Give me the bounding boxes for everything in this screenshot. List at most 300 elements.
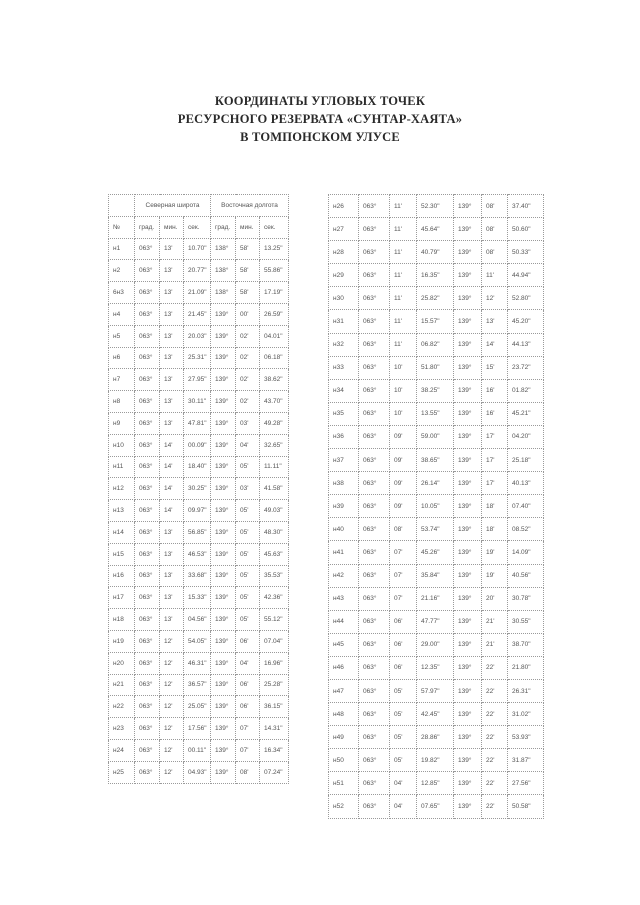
cell-lon-min: 05' <box>236 521 260 543</box>
cell-lat-min: 13' <box>160 325 184 347</box>
cell-lat-sec: 06.82" <box>417 333 454 356</box>
cell-lat-deg: 063° <box>359 541 390 564</box>
cell-lon-min: 22' <box>482 795 508 818</box>
cell-point-id: н35 <box>329 402 359 425</box>
cell-lon-sec: 25.18" <box>508 449 544 472</box>
cell-lat-min: 11' <box>390 241 417 264</box>
cell-lat-deg: 063° <box>135 674 160 696</box>
cell-lon-sec: 45.20" <box>508 310 544 333</box>
cell-lon-deg: 139° <box>454 703 482 726</box>
cell-lon-sec: 30.55" <box>508 610 544 633</box>
cell-lon-sec: 16.96" <box>260 652 289 674</box>
cell-lon-sec: 31.02" <box>508 703 544 726</box>
cell-lon-min: 20' <box>482 587 508 610</box>
cell-lat-sec: 28.86" <box>417 726 454 749</box>
cell-lat-sec: 26.14" <box>417 472 454 495</box>
cell-lon-deg: 139° <box>454 402 482 425</box>
cell-lon-min: 05' <box>236 587 260 609</box>
cell-lat-deg: 063° <box>135 565 160 587</box>
cell-point-id: 6н3 <box>109 282 135 304</box>
cell-lon-deg: 139° <box>211 521 236 543</box>
cell-point-id: н1 <box>109 238 135 260</box>
cell-lat-sec: 47.77" <box>417 610 454 633</box>
table-row <box>109 761 289 783</box>
cell-lat-sec: 38.25" <box>417 379 454 402</box>
cell-lat-sec: 53.74" <box>417 518 454 541</box>
cell-point-id: н32 <box>329 333 359 356</box>
title-line-2: РЕСУРСНОГО РЕЗЕРВАТА «СУНТАР-ХАЯТА» <box>177 112 463 126</box>
cell-lon-min: 18' <box>482 495 508 518</box>
table-row <box>329 425 544 448</box>
cell-lon-sec: 38.62" <box>260 369 289 391</box>
cell-lon-min: 02' <box>236 369 260 391</box>
cell-lon-min: 16' <box>482 379 508 402</box>
table-row <box>109 565 289 587</box>
cell-lat-deg: 063° <box>359 264 390 287</box>
cell-lon-deg: 139° <box>211 478 236 500</box>
cell-point-id: н27 <box>329 218 359 241</box>
cell-lat-deg: 063° <box>135 325 160 347</box>
cell-lat-deg: 063° <box>135 391 160 413</box>
cell-lon-deg: 139° <box>211 739 236 761</box>
cell-point-id: н20 <box>109 652 135 674</box>
cell-lon-sec: 30.78" <box>508 587 544 610</box>
cell-lat-sec: 12.85" <box>417 772 454 795</box>
cell-lon-sec: 49.28" <box>260 412 289 434</box>
table-row <box>329 310 544 333</box>
cell-point-id: н45 <box>329 633 359 656</box>
cell-lat-deg: 063° <box>359 703 390 726</box>
cell-lon-deg: 139° <box>211 565 236 587</box>
cell-lon-min: 05' <box>236 565 260 587</box>
header-lon-min: мин. <box>236 216 260 238</box>
table-row <box>109 500 289 522</box>
cell-lon-min: 58' <box>236 260 260 282</box>
cell-lon-sec: 50.58" <box>508 795 544 818</box>
cell-lat-deg: 063° <box>359 587 390 610</box>
cell-lat-deg: 063° <box>135 609 160 631</box>
cell-lat-min: 13' <box>160 260 184 282</box>
cell-lon-min: 07' <box>236 739 260 761</box>
cell-lat-min: 10' <box>390 402 417 425</box>
table-row <box>109 478 289 500</box>
cell-lat-min: 13' <box>160 543 184 565</box>
cell-lon-sec: 11.11" <box>260 456 289 478</box>
cell-lat-min: 11' <box>390 310 417 333</box>
cell-lon-min: 19' <box>482 564 508 587</box>
cell-lat-deg: 063° <box>359 656 390 679</box>
cell-lat-deg: 063° <box>359 633 390 656</box>
cell-lat-min: 13' <box>160 303 184 325</box>
cell-lat-deg: 063° <box>135 521 160 543</box>
cell-point-id: н13 <box>109 500 135 522</box>
cell-lat-min: 10' <box>390 356 417 379</box>
cell-point-id: н23 <box>109 718 135 740</box>
table-row <box>329 472 544 495</box>
cell-lat-min: 07' <box>390 564 417 587</box>
table-row <box>329 287 544 310</box>
cell-lat-min: 11' <box>390 195 417 218</box>
cell-lat-sec: 30.11" <box>184 391 211 413</box>
cell-lon-sec: 35.53" <box>260 565 289 587</box>
cell-lon-deg: 139° <box>454 333 482 356</box>
table-row <box>329 703 544 726</box>
cell-point-id: н16 <box>109 565 135 587</box>
cell-point-id: н17 <box>109 587 135 609</box>
table-row <box>109 303 289 325</box>
cell-lat-deg: 063° <box>359 195 390 218</box>
cell-lat-sec: 33.68" <box>184 565 211 587</box>
cell-lon-sec: 45.21" <box>508 402 544 425</box>
cell-lon-deg: 139° <box>211 696 236 718</box>
cell-lon-deg: 139° <box>211 412 236 434</box>
cell-lon-min: 19' <box>482 541 508 564</box>
cell-lat-sec: 13.55" <box>417 402 454 425</box>
cell-point-id: н51 <box>329 772 359 795</box>
cell-lon-deg: 139° <box>211 718 236 740</box>
cell-point-id: н48 <box>329 703 359 726</box>
cell-lat-min: 13' <box>160 369 184 391</box>
cell-point-id: н6 <box>109 347 135 369</box>
cell-lon-sec: 26.59" <box>260 303 289 325</box>
cell-point-id: н42 <box>329 564 359 587</box>
cell-lon-deg: 139° <box>211 303 236 325</box>
cell-lon-sec: 25.28" <box>260 674 289 696</box>
cell-lon-deg: 138° <box>211 260 236 282</box>
cell-point-id: н34 <box>329 379 359 402</box>
cell-point-id: н4 <box>109 303 135 325</box>
table-row <box>109 282 289 304</box>
header-north-latitude: Северная широта <box>135 195 211 217</box>
cell-lat-min: 14' <box>160 500 184 522</box>
cell-lon-deg: 139° <box>211 325 236 347</box>
cell-lon-sec: 43.70" <box>260 391 289 413</box>
cell-lat-deg: 063° <box>359 518 390 541</box>
cell-lon-deg: 139° <box>454 795 482 818</box>
cell-point-id: н50 <box>329 749 359 772</box>
cell-lon-sec: 45.63" <box>260 543 289 565</box>
cell-lon-deg: 139° <box>454 195 482 218</box>
cell-lon-deg: 139° <box>454 726 482 749</box>
cell-lat-sec: 59.00" <box>417 425 454 448</box>
cell-lat-min: 05' <box>390 749 417 772</box>
cell-lat-sec: 47.81" <box>184 412 211 434</box>
cell-lat-deg: 063° <box>135 260 160 282</box>
coordinates-table-right <box>328 194 544 819</box>
cell-point-id: н31 <box>329 310 359 333</box>
cell-lon-sec: 14.31" <box>260 718 289 740</box>
cell-lat-deg: 063° <box>359 379 390 402</box>
cell-lat-sec: 15.57" <box>417 310 454 333</box>
cell-lon-min: 04' <box>236 434 260 456</box>
cell-point-id: н9 <box>109 412 135 434</box>
cell-lon-min: 00' <box>236 303 260 325</box>
table-row <box>329 541 544 564</box>
cell-lat-sec: 51.80" <box>417 356 454 379</box>
cell-lat-min: 13' <box>160 587 184 609</box>
cell-lon-sec: 40.13" <box>508 472 544 495</box>
cell-lon-deg: 139° <box>211 543 236 565</box>
cell-lon-deg: 139° <box>211 609 236 631</box>
cell-lat-deg: 063° <box>135 500 160 522</box>
cell-lon-sec: 50.60" <box>508 218 544 241</box>
cell-lat-sec: 30.25" <box>184 478 211 500</box>
table-row <box>109 456 289 478</box>
cell-lon-sec: 40.56" <box>508 564 544 587</box>
cell-lat-sec: 57.97" <box>417 679 454 702</box>
cell-lat-min: 05' <box>390 679 417 702</box>
cell-lon-min: 02' <box>236 347 260 369</box>
table-row <box>109 412 289 434</box>
table-row <box>329 449 544 472</box>
table-row <box>109 652 289 674</box>
table-row <box>329 656 544 679</box>
cell-lon-deg: 139° <box>454 356 482 379</box>
cell-lat-sec: 04.56" <box>184 609 211 631</box>
cell-lat-min: 09' <box>390 425 417 448</box>
cell-lat-sec: 46.53" <box>184 543 211 565</box>
cell-point-id: н46 <box>329 656 359 679</box>
cell-point-id: н22 <box>109 696 135 718</box>
cell-lat-sec: 00.11" <box>184 739 211 761</box>
cell-point-id: н11 <box>109 456 135 478</box>
cell-point-id: н41 <box>329 541 359 564</box>
cell-lat-min: 13' <box>160 565 184 587</box>
cell-point-id: н44 <box>329 610 359 633</box>
table-row <box>109 718 289 740</box>
cell-lon-min: 05' <box>236 609 260 631</box>
cell-lon-min: 13' <box>482 310 508 333</box>
cell-lon-min: 06' <box>236 674 260 696</box>
cell-lon-deg: 139° <box>454 379 482 402</box>
table-row <box>329 518 544 541</box>
cell-lat-min: 12' <box>160 696 184 718</box>
cell-lon-deg: 139° <box>211 434 236 456</box>
table-row <box>109 260 289 282</box>
table-row <box>329 241 544 264</box>
cell-point-id: н49 <box>329 726 359 749</box>
header-number: № <box>109 216 135 238</box>
cell-lon-deg: 139° <box>211 500 236 522</box>
cell-lat-deg: 063° <box>359 425 390 448</box>
cell-lat-deg: 063° <box>135 761 160 783</box>
cell-lat-min: 13' <box>160 347 184 369</box>
cell-lon-deg: 139° <box>211 761 236 783</box>
cell-lon-deg: 139° <box>211 369 236 391</box>
table-row <box>329 333 544 356</box>
document-title <box>0 92 640 146</box>
cell-lon-min: 58' <box>236 238 260 260</box>
cell-lon-deg: 139° <box>454 287 482 310</box>
table-row <box>109 674 289 696</box>
cell-lat-sec: 00.09" <box>184 434 211 456</box>
cell-lat-min: 12' <box>160 652 184 674</box>
cell-lat-sec: 21.09" <box>184 282 211 304</box>
cell-lat-deg: 063° <box>135 238 160 260</box>
cell-lon-sec: 44.13" <box>508 333 544 356</box>
table-row <box>109 696 289 718</box>
cell-lat-sec: 42.45" <box>417 703 454 726</box>
cell-lat-deg: 063° <box>135 718 160 740</box>
cell-point-id: н28 <box>329 241 359 264</box>
cell-lat-sec: 45.64" <box>417 218 454 241</box>
cell-lat-min: 11' <box>390 287 417 310</box>
cell-lon-sec: 21.80" <box>508 656 544 679</box>
cell-lon-deg: 139° <box>454 264 482 287</box>
cell-lat-deg: 063° <box>135 587 160 609</box>
cell-lon-deg: 139° <box>454 772 482 795</box>
table-row <box>109 543 289 565</box>
cell-lon-sec: 13.25" <box>260 238 289 260</box>
cell-lat-sec: 38.65" <box>417 449 454 472</box>
table-row <box>329 679 544 702</box>
cell-lat-sec: 46.31" <box>184 652 211 674</box>
cell-lon-sec: 26.31" <box>508 679 544 702</box>
cell-lat-sec: 17.56" <box>184 718 211 740</box>
cell-lon-deg: 139° <box>211 652 236 674</box>
cell-lat-deg: 063° <box>359 241 390 264</box>
cell-lon-sec: 04.20" <box>508 425 544 448</box>
cell-lon-sec: 16.34" <box>260 739 289 761</box>
cell-lon-min: 22' <box>482 749 508 772</box>
cell-lat-min: 09' <box>390 495 417 518</box>
cell-lat-deg: 063° <box>135 652 160 674</box>
cell-lat-deg: 063° <box>135 412 160 434</box>
cell-lat-deg: 063° <box>359 402 390 425</box>
cell-lat-min: 13' <box>160 412 184 434</box>
cell-point-id: н12 <box>109 478 135 500</box>
cell-lon-min: 22' <box>482 772 508 795</box>
table-row <box>109 369 289 391</box>
cell-lon-sec: 44.94" <box>508 264 544 287</box>
cell-lon-deg: 139° <box>211 347 236 369</box>
cell-lat-min: 05' <box>390 726 417 749</box>
cell-lat-deg: 063° <box>359 564 390 587</box>
cell-lon-min: 04' <box>236 652 260 674</box>
cell-lat-min: 10' <box>390 379 417 402</box>
cell-lat-sec: 20.77" <box>184 260 211 282</box>
cell-lat-deg: 063° <box>135 456 160 478</box>
cell-lat-min: 11' <box>390 264 417 287</box>
table-row <box>329 726 544 749</box>
cell-lat-min: 07' <box>390 587 417 610</box>
table-row <box>109 521 289 543</box>
table-row <box>329 379 544 402</box>
table-row <box>109 434 289 456</box>
cell-lat-deg: 063° <box>359 495 390 518</box>
cell-lon-min: 07' <box>236 718 260 740</box>
cell-lat-min: 13' <box>160 391 184 413</box>
cell-lat-deg: 063° <box>359 287 390 310</box>
cell-lon-sec: 04.01" <box>260 325 289 347</box>
cell-lon-sec: 55.12" <box>260 609 289 631</box>
cell-lon-min: 16' <box>482 402 508 425</box>
cell-lon-deg: 139° <box>454 679 482 702</box>
cell-lon-min: 21' <box>482 610 508 633</box>
title-line-3: В ТОМПОНСКОМ УЛУСЕ <box>240 130 400 144</box>
cell-lat-min: 04' <box>390 795 417 818</box>
cell-point-id: н10 <box>109 434 135 456</box>
cell-lon-deg: 139° <box>211 587 236 609</box>
cell-lon-deg: 139° <box>454 564 482 587</box>
cell-lon-sec: 07.24" <box>260 761 289 783</box>
cell-lon-sec: 55.86" <box>260 260 289 282</box>
table-row <box>329 610 544 633</box>
cell-lon-deg: 139° <box>454 541 482 564</box>
cell-lon-deg: 139° <box>454 241 482 264</box>
cell-lon-min: 08' <box>236 761 260 783</box>
table-group-header-row <box>109 195 289 217</box>
cell-point-id: н39 <box>329 495 359 518</box>
table-row <box>109 325 289 347</box>
cell-point-id: н26 <box>329 195 359 218</box>
cell-lat-sec: 52.30" <box>417 195 454 218</box>
cell-point-id: н25 <box>109 761 135 783</box>
coordinates-table-left <box>108 194 289 784</box>
cell-lon-min: 14' <box>482 333 508 356</box>
cell-lon-sec: 17.19" <box>260 282 289 304</box>
cell-lat-deg: 063° <box>135 282 160 304</box>
cell-lat-deg: 063° <box>359 726 390 749</box>
cell-lon-deg: 139° <box>454 495 482 518</box>
cell-lat-sec: 27.95" <box>184 369 211 391</box>
cell-lat-sec: 29.00" <box>417 633 454 656</box>
cell-lat-sec: 09.97" <box>184 500 211 522</box>
cell-lon-sec: 06.18" <box>260 347 289 369</box>
cell-lat-min: 13' <box>160 238 184 260</box>
cell-lat-deg: 063° <box>135 347 160 369</box>
cell-lon-deg: 139° <box>211 630 236 652</box>
cell-lon-min: 08' <box>482 218 508 241</box>
cell-lat-deg: 063° <box>359 679 390 702</box>
table-row <box>329 795 544 818</box>
cell-lat-deg: 063° <box>135 478 160 500</box>
cell-lon-sec: 42.36" <box>260 587 289 609</box>
cell-lon-deg: 139° <box>454 218 482 241</box>
cell-lon-min: 17' <box>482 449 508 472</box>
table-row <box>329 495 544 518</box>
table-row <box>329 218 544 241</box>
cell-lon-sec: 14.09" <box>508 541 544 564</box>
cell-lat-deg: 063° <box>359 333 390 356</box>
cell-lon-min: 22' <box>482 726 508 749</box>
cell-lat-min: 04' <box>390 772 417 795</box>
cell-lon-min: 22' <box>482 656 508 679</box>
cell-lon-min: 12' <box>482 287 508 310</box>
cell-lon-min: 06' <box>236 630 260 652</box>
cell-lat-sec: 25.82" <box>417 287 454 310</box>
cell-lat-min: 06' <box>390 610 417 633</box>
cell-lat-min: 08' <box>390 518 417 541</box>
cell-point-id: н15 <box>109 543 135 565</box>
cell-lat-sec: 20.03" <box>184 325 211 347</box>
table-row <box>109 609 289 631</box>
cell-lon-deg: 138° <box>211 238 236 260</box>
cell-point-id: н29 <box>329 264 359 287</box>
cell-lat-deg: 063° <box>135 303 160 325</box>
cell-lon-deg: 139° <box>454 472 482 495</box>
cell-lat-deg: 063° <box>135 630 160 652</box>
cell-lat-min: 09' <box>390 472 417 495</box>
cell-lon-deg: 139° <box>454 449 482 472</box>
cell-lon-min: 03' <box>236 412 260 434</box>
cell-point-id: н24 <box>109 739 135 761</box>
cell-lat-deg: 063° <box>135 739 160 761</box>
cell-lon-min: 21' <box>482 633 508 656</box>
cell-lon-deg: 139° <box>454 656 482 679</box>
cell-lat-min: 12' <box>160 630 184 652</box>
cell-lon-min: 02' <box>236 391 260 413</box>
